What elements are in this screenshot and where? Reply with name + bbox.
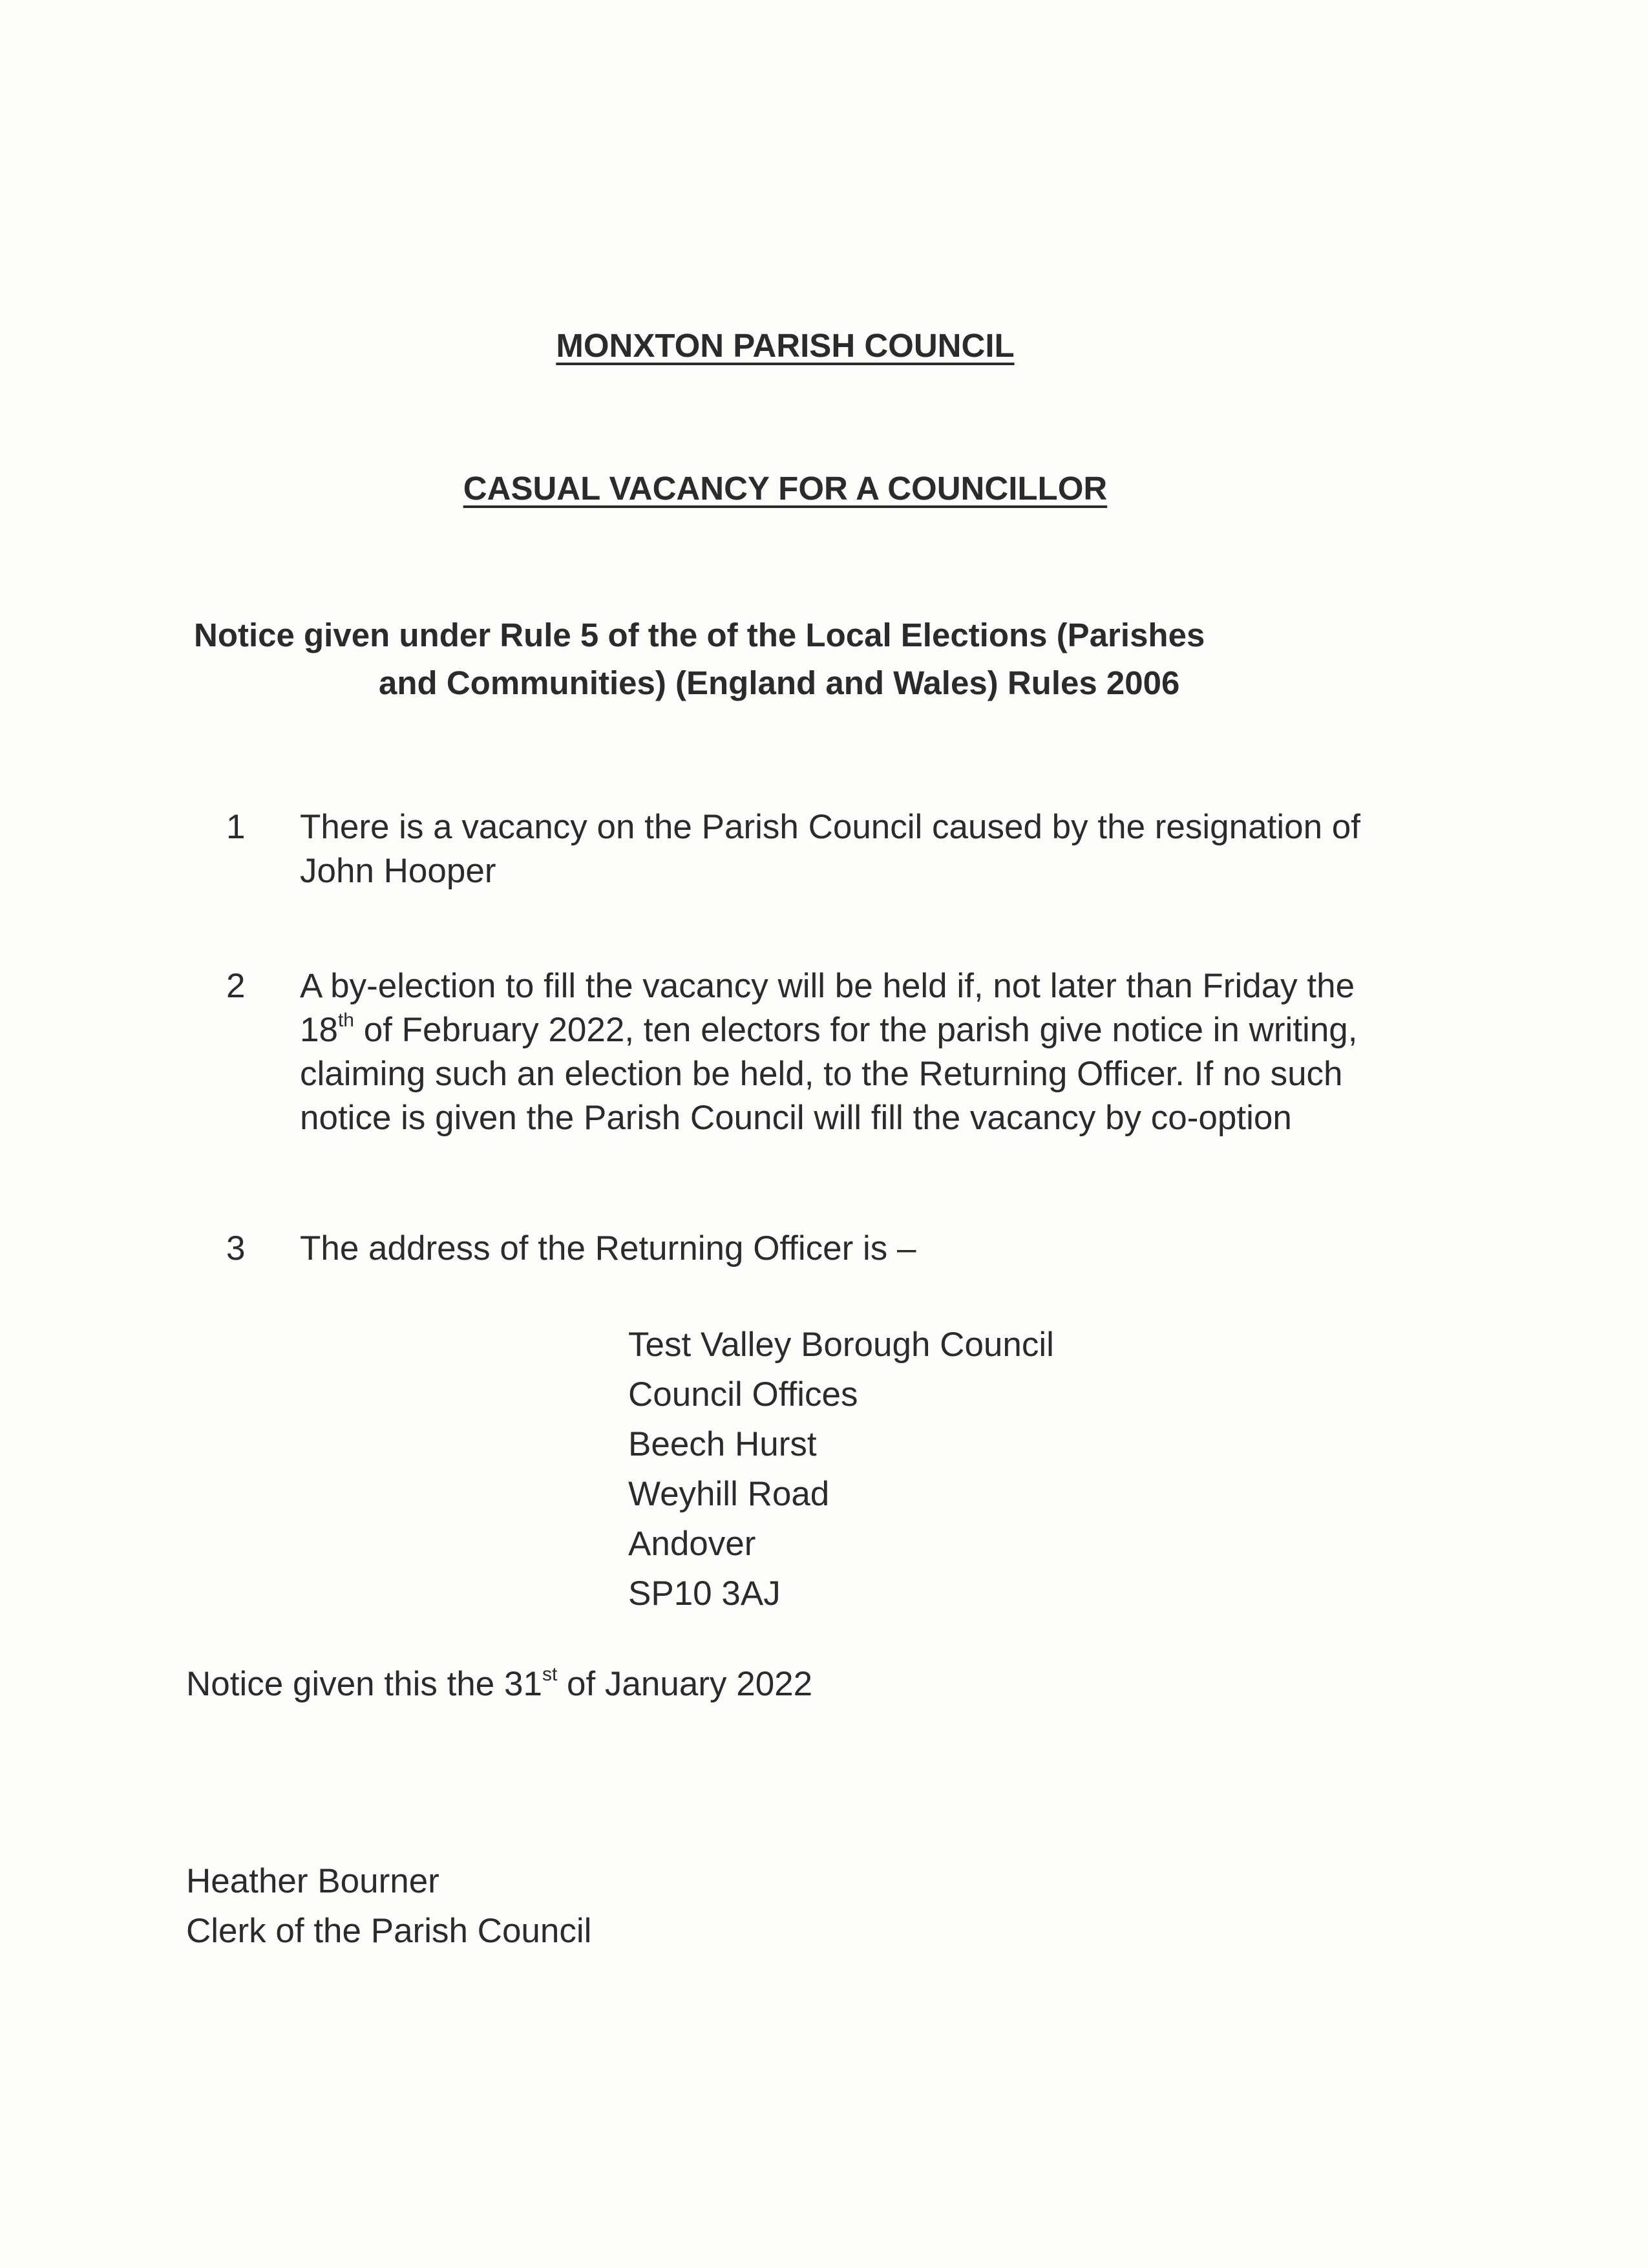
clerk-name: Heather Bourner [186,1862,439,1900]
address-line: Andover [628,1525,756,1563]
clerk-title: Clerk of the Parish Council [186,1912,592,1950]
item-text: The address of the Returning Officer is – [300,1229,916,1267]
item-number: 2 [226,967,246,1005]
address-line: SP10 3AJ [628,1574,781,1613]
address-line: Council Offices [628,1375,858,1414]
council-heading: MONXTON PARISH COUNCIL [556,327,1015,364]
item-text [300,964,1399,1140]
item-text-part: A by-election to fill the vacancy will be held if, not later than Friday the 18 [300,967,1355,1049]
date-text-part: Notice given this the 31 [186,1665,542,1703]
address-line: Test Valley Borough Council [628,1326,1054,1364]
returning-officer-address [628,1320,1054,1618]
item-number: 1 [226,808,246,846]
notice-line-2: and Communities) (England and Wales) Rules 2006 [379,664,1180,701]
ordinal-suffix: th [337,1010,354,1032]
ordinal-suffix: st [542,1664,558,1686]
item-number: 3 [226,1229,246,1267]
signature-block [186,1856,591,1956]
vacancy-heading: CASUAL VACANCY FOR A COUNCILLOR [463,470,1108,507]
address-line: Weyhill Road [628,1475,830,1513]
date-text-part: of January 2022 [557,1665,813,1703]
item-text: There is a vacancy on the Parish Council caused by the resignation of John Hooper [300,808,1360,890]
address-line: Beech Hurst [628,1425,817,1463]
notice-date [186,1662,812,1706]
notice-rule-statement [194,611,1331,707]
notice-line-1: Notice given under Rule 5 of the of the Local Elections (Parishes [194,617,1205,653]
item-text-part: of February 2022, ten electors for the parish give notice in writing, claiming such an election be held, to the Returning Officer. If no such notice is given the Parish Council will fill the vacancy by co-option [300,1011,1358,1137]
